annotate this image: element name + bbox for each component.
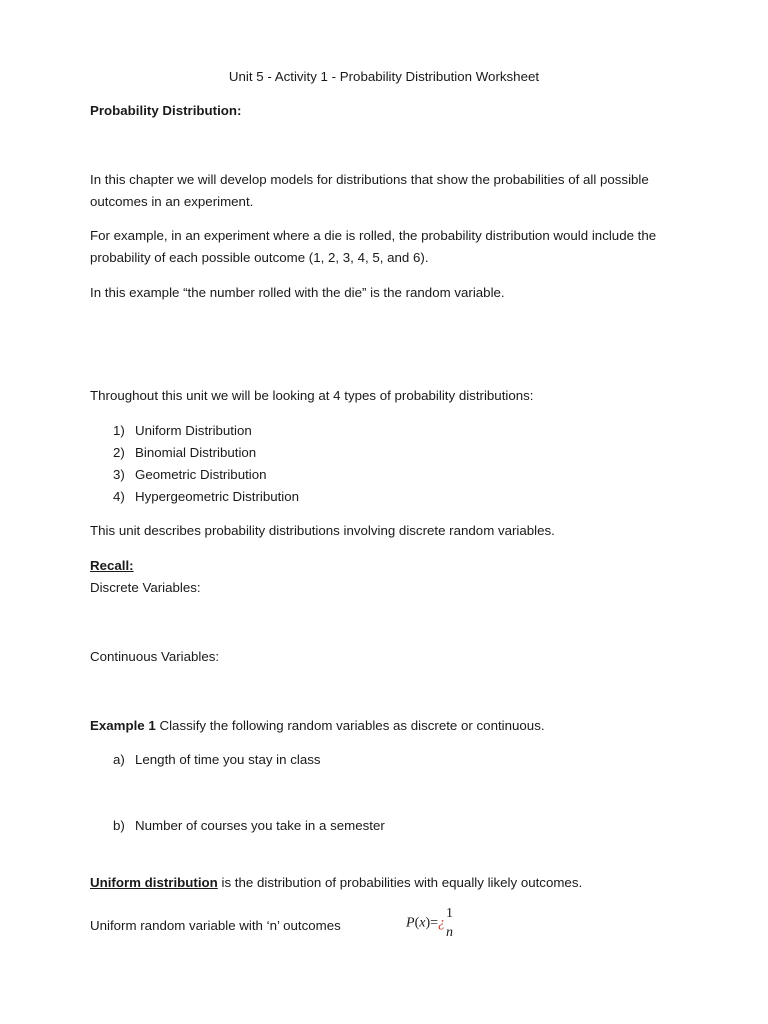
list-item xyxy=(113,486,299,508)
worksheet-title: Unit 5 - Activity 1 - Probability Distribution Worksheet xyxy=(228,69,540,84)
discrete-variables-label: Discrete Variables: xyxy=(90,580,201,595)
example1-label: Example 1 xyxy=(90,718,156,733)
discrete-paragraph: This unit describes probability distributions involving discrete random variables. xyxy=(90,523,555,538)
list-item-label: Uniform Distribution xyxy=(135,423,252,438)
types-intro-paragraph: Throughout this unit we will be looking at 4 types of probability distributions: xyxy=(90,388,534,403)
list-item-number: 2) xyxy=(113,445,125,460)
example1-paragraph xyxy=(90,715,680,737)
example-paragraph: For example, in an experiment where a die is rolled, the probability distribution would include the probability of each possible outcome (1, 2, 3, 4, 5, and 6). xyxy=(90,228,657,265)
recall-heading: Recall: xyxy=(90,558,134,573)
formula-denominator: n xyxy=(446,925,454,940)
example-item xyxy=(113,815,385,837)
list-item-number: 1) xyxy=(113,423,125,438)
formula-p: P xyxy=(406,915,415,931)
uniform-definition xyxy=(90,872,680,894)
formula-open: ( xyxy=(414,915,420,931)
section-heading: Probability Distribution: xyxy=(90,103,242,118)
continuous-variables-label: Continuous Variables: xyxy=(90,649,220,664)
uniform-definition-text: is the distribution of probabilities with equally likely outcomes. xyxy=(217,875,583,890)
list-item xyxy=(113,442,256,464)
list-item-number: 3) xyxy=(113,467,125,482)
list-item-label: Binomial Distribution xyxy=(135,445,257,460)
uniform-formula xyxy=(406,905,453,945)
example-item-label: Number of courses you take in a semester xyxy=(135,818,385,833)
list-item-label: Hypergeometric Distribution xyxy=(135,489,300,504)
random-variable-paragraph: In this example “the number rolled with the die” is the random variable. xyxy=(90,285,505,300)
formula-close: ) xyxy=(425,915,431,931)
uniform-rv-label: Uniform random variable with ‘n’ outcomes xyxy=(90,918,341,933)
example-item xyxy=(113,749,321,771)
list-item-number: 4) xyxy=(113,489,125,504)
list-item xyxy=(113,464,267,486)
example-item-label: Length of time you stay in class xyxy=(135,752,321,767)
example1-text: Classify the following random variables as discrete or continuous. xyxy=(155,718,545,733)
example-item-letter: b) xyxy=(113,818,125,833)
formula-numerator: 1 xyxy=(446,906,454,921)
list-item-label: Geometric Distribution xyxy=(135,467,267,482)
formula-x: x xyxy=(419,915,426,931)
list-item xyxy=(113,420,252,442)
formula-red-char: ¿ xyxy=(438,915,446,931)
formula-fraction xyxy=(446,905,453,942)
intro-paragraph: In this chapter we will develop models for distributions that show the probabilities of all possible outcomes in an experiment. xyxy=(90,172,649,209)
uniform-term: Uniform distribution xyxy=(90,875,218,890)
example-item-letter: a) xyxy=(113,752,125,767)
formula-equals: = xyxy=(430,915,439,931)
